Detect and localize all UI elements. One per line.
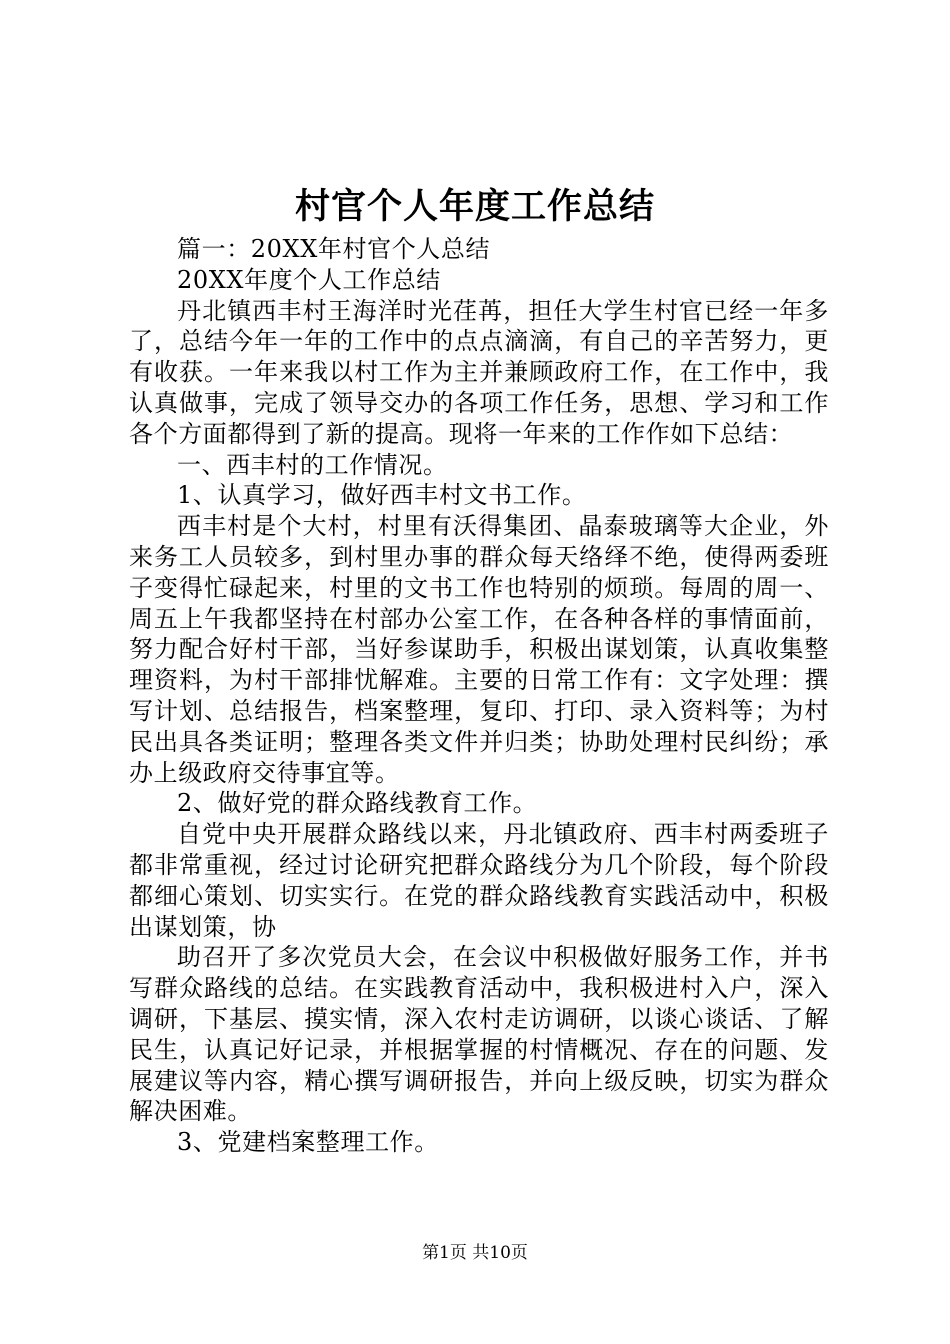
page-number-footer: 第1页 共10页 — [422, 1243, 528, 1263]
section-heading-1: 一、西丰村的工作情况。 — [177, 450, 448, 479]
paragraph-clerk-work: 西丰村是个大村，村里有沃得集团、晶泰玻璃等大企业，外来务工人员较多，到村里办事的群众每天络绎不绝，使得两委班子变得忙碌起来，村里的文书工作也特别的烦琐。每周的周一、周五上午我都坚持在村部办公室工作，在各种各样的事情面前，努力配合好村干部，当好参谋助手，积极出谋划策，认真收集整理资料，为村干部排忧解难。主要的日常工作有：文字处理：撰写计划、总结报告，档案整理，复印、打印、录入资料等；为村民出具各类证明；整理各类文件并归类；协助处理村民纠纷；承办上级政府交待事宜等。 — [129, 512, 829, 787]
paragraph-heading-2: 20XX年度个人工作总结 — [177, 265, 441, 294]
paragraph-intro: 丹北镇西丰村王海洋时光荏苒，担任大学生村官已经一年多了，总结今年一年的工作中的点点滴滴，有自己的辛苦努力，更有收获。一年来我以村工作为主并兼顾政府工作，在工作中，我认真做事，完成了领导交办的各项工作任务，思想、学习和工作各个方面都得到了新的提高。现将一年来的工作作如下总结： — [129, 296, 829, 448]
document-body — [129, 234, 829, 1158]
subsection-heading-1: 1、认真学习，做好西丰村文书工作。 — [177, 481, 587, 510]
paragraph-mass-line-1: 自党中央开展群众路线以来，丹北镇政府、西丰村两委班子都非常重视，经过讨论研究把群众路线分为几个阶段，每个阶段都细心策划、切实实行。在党的群众路线教育实践活动中，积极出谋划策，协 — [129, 820, 829, 941]
document-title: 村官个人年度工作总结 — [294, 186, 655, 227]
subsection-heading-2: 2、做好党的群众路线教育工作。 — [177, 789, 538, 818]
paragraph-mass-line-2: 助召开了多次党员大会，在会议中积极做好服务工作，并书写群众路线的总结。在实践教育活动中，我积极进村入户，深入调研，下基层、摸实情，深入农村走访调研，以谈心谈话、了解民生，认真记好记录，并根据掌握的村情概况、存在的问题、发展建议等内容，精心撰写调研报告，并向上级反映，切实为群众解决困难。 — [129, 943, 829, 1126]
paragraph-heading-1: 篇一：20XX年村官个人总结 — [177, 235, 491, 263]
subsection-heading-3: 3、党建档案整理工作。 — [177, 1128, 439, 1157]
